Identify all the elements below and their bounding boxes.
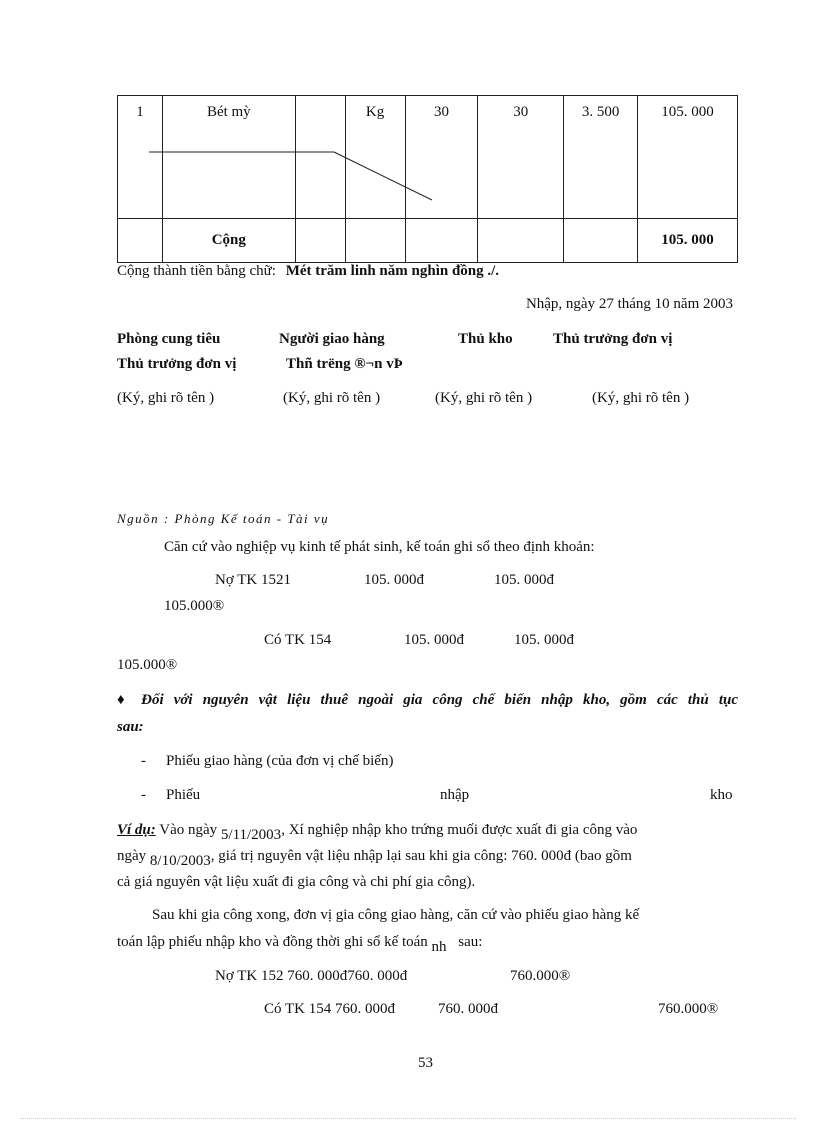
after-nh: nh [431, 939, 447, 955]
signer-head-garbled: Thñ trëng ®¬n vÞ [286, 356, 403, 372]
total-label: Cộng [162, 219, 295, 263]
table-cell: 3. 500 [564, 96, 638, 219]
credit-amount: 105.000® [117, 657, 178, 673]
bullet-receipt-word: nhập [440, 787, 470, 803]
signer-deliverer: Người giao hàng [279, 331, 385, 347]
bullet-dash: - [141, 753, 146, 769]
sign-note: (Ký, ghi rõ tên ) [435, 390, 533, 406]
debit-account: Nợ TK 1521 [215, 572, 291, 588]
bullet-dash: - [141, 787, 146, 803]
table-cell: 1 [118, 96, 163, 219]
table-cell: 30 [405, 96, 478, 219]
example-text: ngày [117, 848, 147, 864]
credit-amount: 105. 000đ [514, 632, 574, 648]
amount-in-words [117, 263, 499, 280]
after-line-1: Sau khi gia công xong, đơn vị gia công giao hàng, căn cứ vào phiếu giao hàng kế [152, 907, 640, 923]
debit-amount: 105. 000đ [364, 572, 424, 588]
amount-words-value: Mét trăm linh năm nghìn đồng ./. [285, 263, 500, 279]
after-line-2 [117, 934, 483, 955]
table-cell: 105. 000 [638, 96, 738, 219]
sign-note: (Ký, ghi rõ tên ) [117, 390, 215, 406]
table-strike-lines [0, 0, 816, 300]
entry-intro: Căn cứ vào nghiệp vụ kinh tế phát sinh, kế toán ghi sổ theo định khoản: [164, 539, 595, 555]
credit-account-2: Có TK 154 760. 000đ [264, 1001, 395, 1017]
total-value: 105. 000 [638, 219, 738, 263]
bullet-receipt-word: kho [710, 787, 733, 803]
date-line: Nhập, ngày 27 tháng 10 năm 2003 [525, 296, 733, 312]
section-heading-cont: sau: [117, 719, 144, 735]
example-label: Ví dụ: [117, 822, 156, 838]
section-heading: ♦ Đối với nguyên vật liệu thuê ngoài gia công chế biến nhập kho, gồm các thủ tục [117, 692, 738, 708]
after-text: sau: [458, 934, 483, 950]
sign-note: (Ký, ghi rõ tên ) [592, 390, 690, 406]
signer-purchasing: Phòng cung tiêu [117, 331, 221, 347]
bullet-receipt-word: Phiếu [166, 787, 201, 803]
table-cell: 30 [478, 96, 564, 219]
credit-amount-2: 760. 000đ [438, 1001, 498, 1017]
credit-account: Có TK 154 [264, 632, 332, 648]
page-divider [20, 1118, 796, 1119]
example-line-1 [117, 822, 638, 843]
debit-amount: 105.000® [164, 598, 225, 614]
example-line-3: cả giá nguyên vật liệu xuất đi gia công và chi phí gia công). [117, 874, 476, 890]
signer-head: Thủ trưởng đơn vị [553, 331, 673, 347]
example-line-2 [117, 848, 632, 869]
after-text: toán lập phiếu nhập kho và đồng thời ghi sổ kế toán [117, 934, 428, 950]
signer-head-2: Thủ trưởng đơn vị [117, 356, 237, 372]
example-text: , giá trị nguyên vật liệu nhập lại sau khi gia công: 760. 000đ (bao gồm [210, 848, 632, 864]
debit-account-2: Nợ TK 152 760. 000đ760. 000đ [215, 968, 408, 984]
sign-note: (Ký, ghi rõ tên ) [283, 390, 381, 406]
page-number: 53 [418, 1055, 433, 1071]
example-date: 8/10/2003 [149, 853, 211, 869]
signer-storekeeper: Thủ kho [458, 331, 513, 347]
credit-amount: 105. 000đ [404, 632, 464, 648]
amount-words-label: Cộng thành tiền bằng chữ: [117, 263, 276, 279]
table-cell: Kg [345, 96, 405, 219]
bullet-delivery-note: Phiếu giao hàng (của đơn vị chế biến) [166, 753, 394, 769]
example-text: , Xí nghiệp nhập kho trứng muối được xuất đi gia công vào [281, 822, 638, 838]
debit-amount: 105. 000đ [494, 572, 554, 588]
debit-amount-2: 760.000® [510, 968, 571, 984]
table-cell: Bét mỳ [162, 96, 295, 219]
credit-amount-2: 760.000® [658, 1001, 719, 1017]
source-note: Nguồn : Phòng Kế toán - Tài vụ [117, 511, 330, 526]
example-date: 5/11/2003 [220, 827, 282, 843]
example-text: Vào ngày [159, 822, 218, 838]
